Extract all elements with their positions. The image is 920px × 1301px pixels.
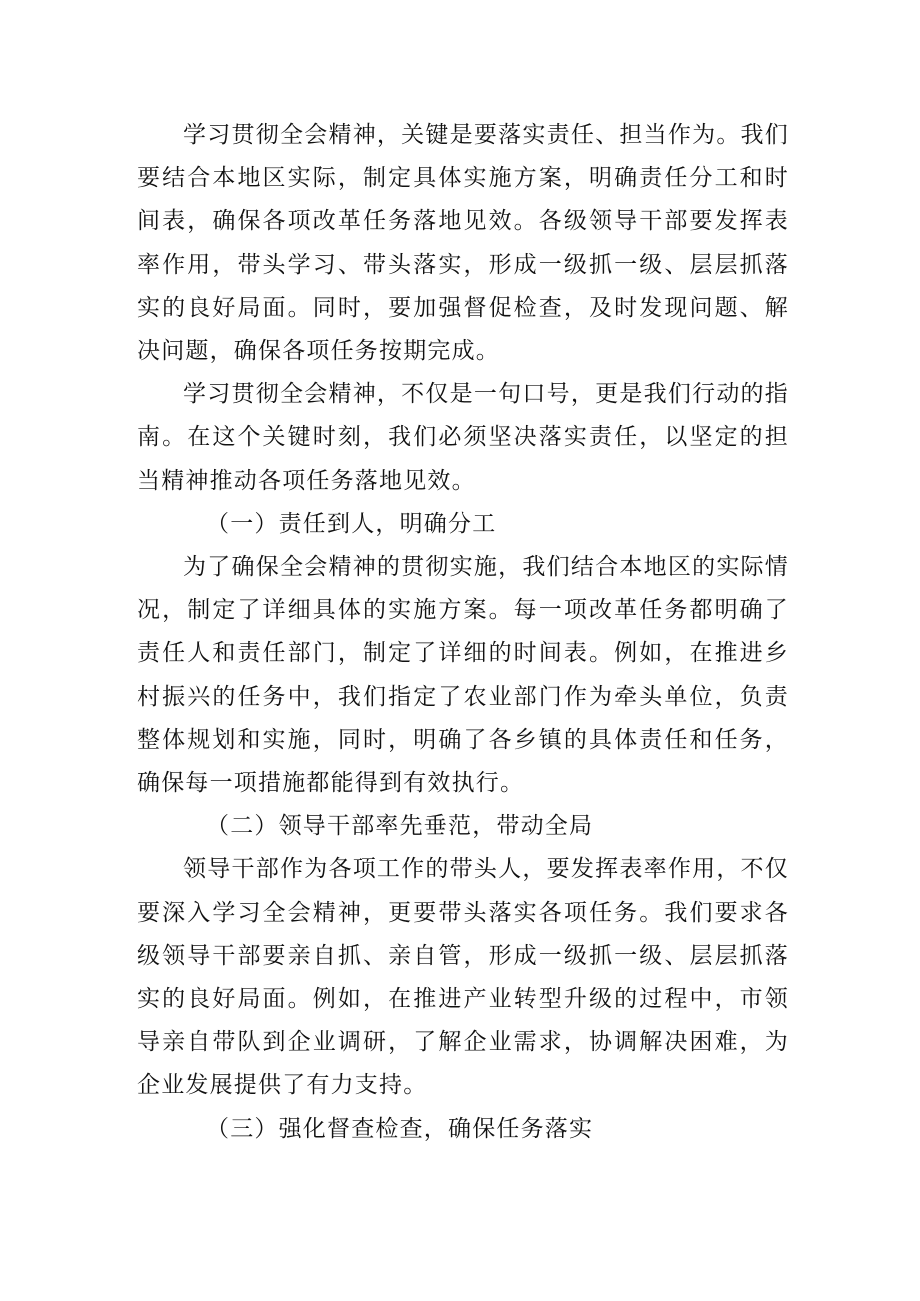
body-paragraph: 领导干部作为各项工作的带头人，要发挥表率作用，不仅要深入学习全会精神，更要带头落实各项任务。我们要求各级领导干部要亲自抓、亲自管，形成一级抓一级、层层抓落实的良好局面。例如，在推进产业转型升级的过程中，市领导亲自带队到企业调研，了解企业需求，协调解决困难，为企业发展提供了有力支持。 <box>137 856 789 1099</box>
section-heading: （一）责任到人，明确分工 <box>206 510 497 537</box>
body-paragraph: 为了确保全会精神的贯彻实施，我们结合本地区的实际情况，制定了详细具体的实施方案。每一项改革任务都明确了责任人和责任部门，制定了详细的时间表。例如，在推进乡村振兴的任务中，我们指定了农业部门作为牵头单位，负责整体规划和实施，同时，明确了各乡镇的具体责任和任务，确保每一项措施都能得到有效执行。 <box>137 554 789 797</box>
document-body <box>137 114 789 1151</box>
body-paragraph: 学习贯彻全会精神，不仅是一句口号，更是我们行动的指南。在这个关键时刻，我们必须坚决落实责任，以坚定的担当精神推动各项任务落地见效。 <box>137 381 789 494</box>
section-heading: （二）领导干部率先垂范，带动全局 <box>206 813 594 840</box>
section-heading: （三）强化督查检查，确保任务落实 <box>206 1115 594 1142</box>
body-paragraph: 学习贯彻全会精神，关键是要落实责任、担当作为。我们要结合本地区实际，制定具体实施方案，明确责任分工和时间表，确保各项改革任务落地见效。各级领导干部要发挥表率作用，带头学习、带头落实，形成一级抓一级、层层抓落实的良好局面。同时，要加强督促检查，及时发现问题、解决问题，确保各项任务按期完成。 <box>137 122 789 365</box>
